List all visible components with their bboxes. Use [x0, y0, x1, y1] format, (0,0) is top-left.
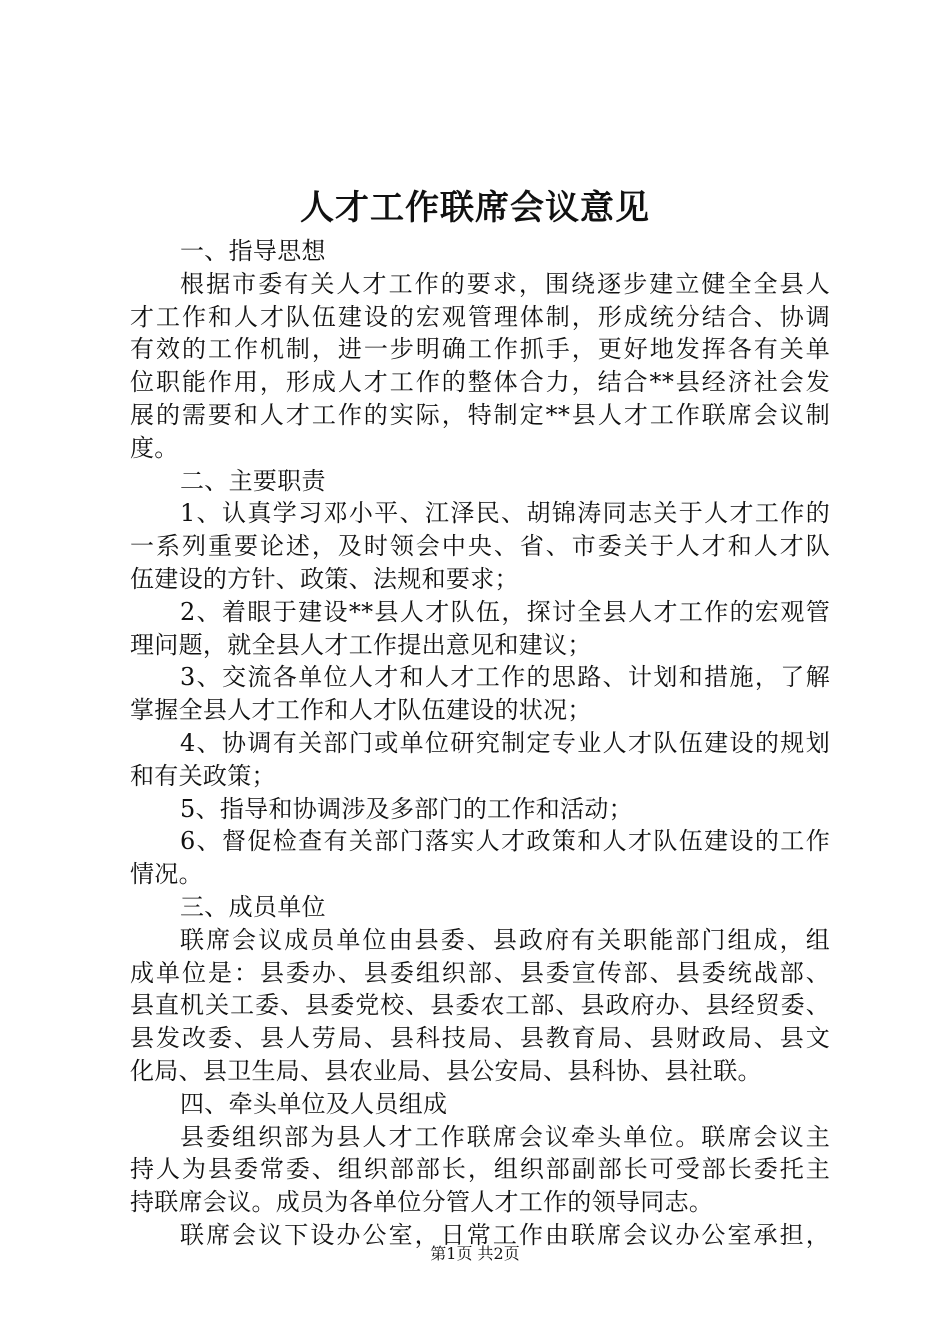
paragraph-line: 联席会议下设办公室，日常工作由联席会议办公室承担， — [180, 1220, 830, 1249]
paragraph-line: 6、督促检查有关部门落实人才政策和人才队伍建设的工作 — [180, 827, 830, 856]
paragraph-line: 和有关政策； — [130, 761, 276, 790]
paragraph-line: 持人为县委常委、组织部部长，组织部副部长可受部长委托主 — [130, 1155, 830, 1184]
paragraph-line: 位职能作用，形成人才工作的整体合力，结合**县经济社会发 — [130, 368, 830, 397]
paragraph-line: 掌握全县人才工作和人才队伍建设的状况； — [130, 696, 592, 725]
paragraph-line: 1、认真学习邓小平、江泽民、胡锦涛同志关于人才工作的 — [180, 499, 830, 528]
paragraph-line: 成单位是：县委办、县委组织部、县委宣传部、县委统战部、 — [130, 958, 830, 987]
section-heading: 四、牵头单位及人员组成 — [180, 1089, 448, 1118]
paragraph-line: 联席会议成员单位由县委、县政府有关职能部门组成，组 — [180, 925, 830, 954]
section-heading: 三、成员单位 — [180, 892, 326, 921]
paragraph-line: 5、指导和协调涉及多部门的工作和活动； — [180, 794, 633, 823]
paragraph-line: 化局、县卫生局、县农业局、县公安局、县科协、县社联。 — [130, 1056, 762, 1085]
paragraph-line: 有效的工作机制，进一步明确工作抓手，更好地发挥各有关单 — [130, 335, 830, 364]
section-heading: 一、指导思想 — [180, 237, 326, 265]
paragraph-line: 才工作和人才队伍建设的宏观管理体制，形成统分结合、协调 — [130, 302, 830, 331]
document-body — [130, 235, 830, 1252]
paragraph-line: 情况。 — [130, 860, 203, 889]
section-heading: 二、主要职责 — [180, 466, 326, 495]
paragraph-line: 度。 — [130, 433, 179, 462]
paragraph-line: 根据市委有关人才工作的要求，围绕逐步建立健全全县人 — [180, 269, 830, 298]
paragraph-line: 县发改委、县人劳局、县科技局、县教育局、县财政局、县文 — [130, 1024, 830, 1053]
paragraph-line: 4、协调有关部门或单位研究制定专业人才队伍建设的规划 — [180, 728, 830, 757]
paragraph-line: 一系列重要论述，及时领会中央、省、市委关于人才和人才队 — [130, 532, 830, 561]
document-title: 人才工作联席会议意见 — [300, 188, 650, 228]
paragraph-line: 3、交流各单位人才和人才工作的思路、计划和措施，了解 — [180, 663, 830, 692]
paragraph-line: 县委组织部为县人才工作联席会议牵头单位。联席会议主 — [180, 1122, 830, 1151]
paragraph-line: 县直机关工委、县委党校、县委农工部、县政府办、县经贸委、 — [130, 991, 830, 1020]
paragraph-line: 展的需要和人才工作的实际，特制定**县人才工作联席会议制 — [130, 400, 830, 429]
paragraph-line: 持联席会议。成员为各单位分管人才工作的领导同志。 — [130, 1188, 714, 1217]
page-number-footer: 第1页 共2页 — [430, 1244, 520, 1263]
paragraph-line: 伍建设的方针、政策、法规和要求； — [130, 564, 519, 593]
paragraph-line: 2、着眼于建设**县人才队伍，探讨全县人才工作的宏观管 — [180, 597, 830, 626]
paragraph-line: 理问题，就全县人才工作提出意见和建议； — [130, 630, 592, 659]
